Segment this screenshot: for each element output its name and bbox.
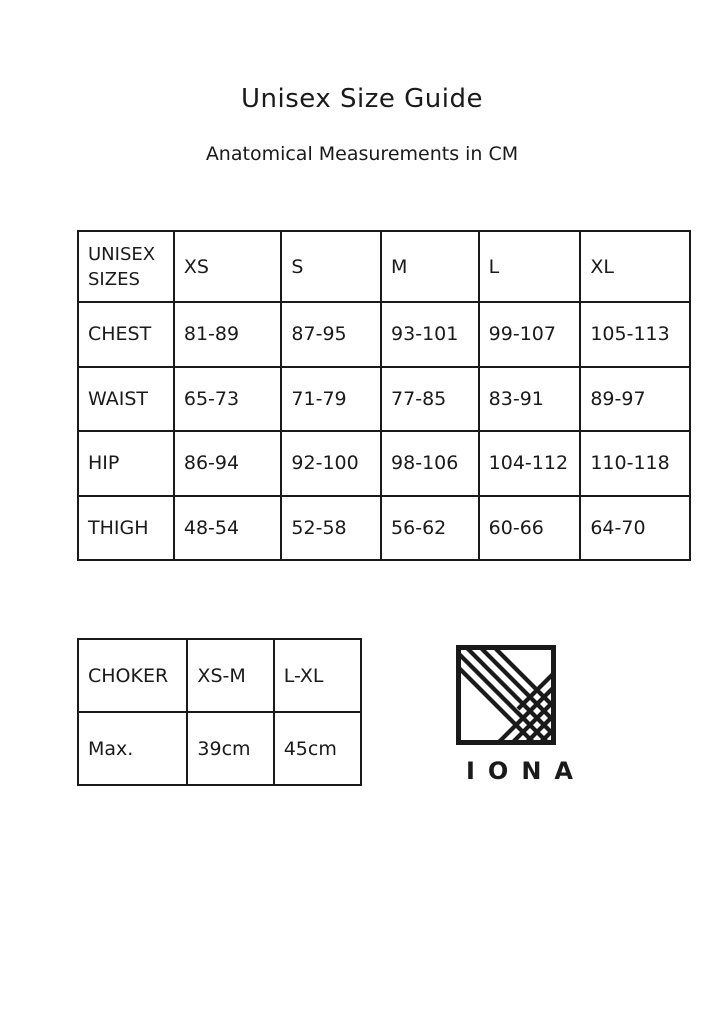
table-cell: 98-106 [381, 431, 479, 496]
brand-logo [456, 645, 586, 785]
brand-name: IONA [466, 757, 586, 785]
table-cell: 48-54 [174, 496, 282, 561]
table-row [78, 712, 361, 785]
table-row [78, 302, 690, 367]
choker-header-row [78, 639, 361, 712]
table-cell: 45cm [274, 712, 361, 785]
row-label: CHEST [78, 302, 174, 367]
size-header: L [479, 231, 581, 302]
table-cell: 56-62 [381, 496, 479, 561]
choker-table [77, 638, 362, 786]
table-row [78, 496, 690, 561]
page-subtitle: Anatomical Measurements in CM [205, 143, 519, 165]
table-cell: 83-91 [479, 367, 581, 432]
table-cell: 87-95 [281, 302, 381, 367]
table-cell: 86-94 [174, 431, 282, 496]
choker-size-header: XS-M [187, 639, 273, 712]
choker-label: CHOKER [78, 639, 187, 712]
table-cell: 104-112 [479, 431, 581, 496]
table-cell: 64-70 [580, 496, 690, 561]
row-label: Max. [78, 712, 187, 785]
table-cell: 81-89 [174, 302, 282, 367]
size-header: S [281, 231, 381, 302]
table-cell: 92-100 [281, 431, 381, 496]
row-label: HIP [78, 431, 174, 496]
table-cell: 93-101 [381, 302, 479, 367]
table-cell: 71-79 [281, 367, 381, 432]
table-cell: 105-113 [580, 302, 690, 367]
iona-logo-icon [456, 645, 556, 745]
table-cell: 110-118 [580, 431, 690, 496]
choker-size-header: L-XL [274, 639, 361, 712]
table-row [78, 367, 690, 432]
corner-line-2: SIZES [88, 268, 140, 290]
row-label: THIGH [78, 496, 174, 561]
corner-line-1: UNISEX [88, 243, 156, 265]
table-cell: 89-97 [580, 367, 690, 432]
size-header: XL [580, 231, 690, 302]
table-cell: 65-73 [174, 367, 282, 432]
row-label: WAIST [78, 367, 174, 432]
table-cell: 39cm [187, 712, 273, 785]
table-cell: 52-58 [281, 496, 381, 561]
table-row [78, 431, 690, 496]
size-table [77, 230, 691, 561]
size-header: M [381, 231, 479, 302]
size-header-row [78, 231, 690, 302]
table-cell: 77-85 [381, 367, 479, 432]
size-table-corner [78, 231, 174, 302]
table-cell: 99-107 [479, 302, 581, 367]
page-title: Unisex Size Guide [241, 84, 483, 114]
table-cell: 60-66 [479, 496, 581, 561]
size-header: XS [174, 231, 282, 302]
